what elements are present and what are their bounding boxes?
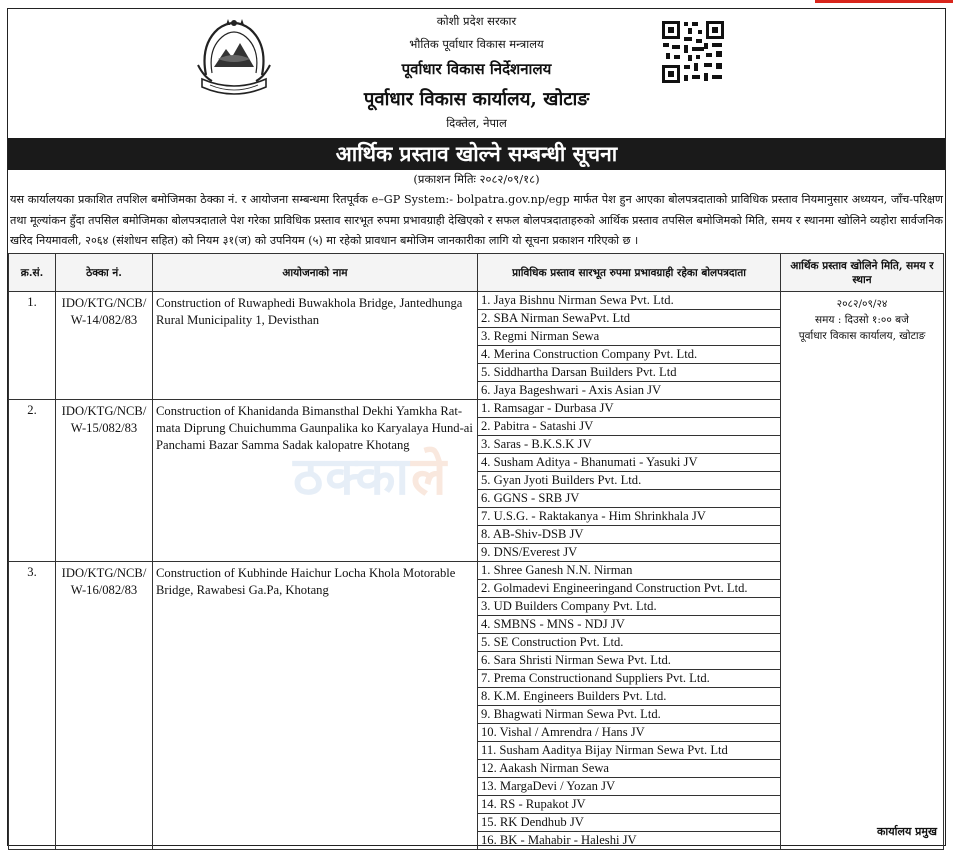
watermark-part-a: ठक्का: [293, 447, 411, 507]
contract-number: IDO/KTG/NCB/ W-16/082/83: [56, 562, 153, 850]
bidder-item: 8. AB-Shiv-DSB JV: [478, 526, 780, 544]
header-line-province: कोशी प्रदेश सरकार: [436, 14, 517, 28]
bidder-item: 9. Bhagwati Nirman Sewa Pvt. Ltd.: [478, 706, 780, 724]
bidder-item: 2. SBA Nirman SewaPvt. Ltd: [478, 310, 780, 328]
project-name: Construction of Khanidanda Bimansthal Dekhi Yamkha Rat-mata Diprung Chuichumma Gaunpalika ko Karyalaya Hund-ai Panchami Bazar Samma Sadak kalopatre Khotang: [153, 400, 478, 562]
bidder-item: 13. MargaDevi / Yozan JV: [478, 778, 780, 796]
bidder-item: 5. Gyan Jyoti Builders Pvt. Ltd.: [478, 472, 780, 490]
col-header-opening: आर्थिक प्रस्ताव खोलिने मिति, समय र स्थान: [781, 254, 944, 292]
bidder-item: 5. SE Construction Pvt. Ltd.: [478, 634, 780, 652]
bidder-item: 8. K.M. Engineers Builders Pvt. Ltd.: [478, 688, 780, 706]
bidder-item: 6. Sara Shristi Nirman Sewa Pvt. Ltd.: [478, 652, 780, 670]
bidder-item: 2. Golmadevi Engineeringand Construction Pvt. Ltd.: [478, 580, 780, 598]
bidder-item: 1. Ramsagar - Durbasa JV: [478, 400, 780, 418]
opening-info: [781, 292, 944, 850]
bidder-item: 7. U.S.G. - Raktakanya - Him Shrinkhala JV: [478, 508, 780, 526]
top-accent-strip: [815, 0, 953, 3]
table-row: [9, 292, 944, 400]
bidder-item: 6. GGNS - SRB JV: [478, 490, 780, 508]
bidder-item: 7. Prema Constructionand Suppliers Pvt. Ltd.: [478, 670, 780, 688]
bidder-item: 3. Regmi Nirman Sewa: [478, 328, 780, 346]
bidder-item: 5. Siddhartha Darsan Builders Pvt. Ltd: [478, 364, 780, 382]
bidder-item: 4. SMBNS - MNS - NDJ JV: [478, 616, 780, 634]
header-line-ministry: भौतिक पूर्वाधार विकास मन्त्रालय: [409, 37, 544, 51]
bidder-item: 16. BK - Mahabir - Haleshi JV: [481, 833, 637, 847]
header-line-directorate: पूर्वाधार विकास निर्देशनालय: [401, 60, 552, 78]
bidder-item: 2. Pabitra - Satashi JV: [478, 418, 780, 436]
opening-time: समय : दिउसो १:०० बजे: [815, 314, 909, 326]
bidder-item: 3. Saras - B.K.S.K JV: [478, 436, 780, 454]
bidder-item: 15. RK Dendhub JV: [478, 814, 780, 832]
opening-date: २०८२/०९/२४: [836, 298, 888, 310]
project-name: Construction of Kubhinde Haichur Locha Khola Motorable Bridge, Rawabesi Ga.Pa, Khotang: [153, 562, 478, 850]
notice-header: [8, 9, 945, 136]
col-header-sn: क्र.सं.: [9, 254, 56, 292]
watermark-part-b: ले: [410, 447, 449, 507]
signature: कार्यालय प्रमुख: [876, 825, 937, 838]
bidder-list: [478, 562, 781, 850]
bidder-item: 4. Merina Construction Company Pvt. Ltd.: [478, 346, 780, 364]
qr-code-icon: [660, 19, 726, 85]
bidder-item: 12. Aakash Nirman Sewa: [478, 760, 780, 778]
project-name: Construction of Ruwaphedi Buwakhola Bridge, Jantedhunga Rural Municipality 1, Devisthan: [153, 292, 478, 400]
contract-number: IDO/KTG/NCB/ W-15/082/83: [56, 400, 153, 562]
intro-paragraph: यस कार्यालयका प्रकाशित तपशिल बमोजिमका ठेक्का नं. र आयोजना सम्बन्धमा रितपूर्वक e–GP System:- bolpatra.gov.np/egp मार्फत पेश हुन आएका बोलपत्रदाताको प्राविधिक प्रस्ताव नियमानुसार अध्ययन, जाँच-परिक्षण तथा मूल्यांकन हुँदा तपसिल बमोजिमका बोलपत्रदाताले पेश गरेका प्राविधिक प्रस्ताव सारभूत रुपमा प्रभावग्राही देखिएको र सफल बोलपत्रदाताहरुको आर्थिक प्रस्ताव तपसिल बमोजिमको मिति, समय र स्थानमा खोलिने व्यहोरा सार्वजनिक खरिद नियमावली, २०६४ (संशोधन सहित) को नियम ३१(ज) को उपनियम (५) मा रहेको प्रावधान बमोजिम जानकारीका लागि यो सूचना प्रकाशन गरिएको छ ।: [10, 193, 943, 247]
header-line-office: पूर्वाधार विकास कार्यालय, खोटाङ: [363, 89, 590, 110]
bidder-item: 11. Susham Aaditya Bijay Nirman Sewa Pvt. Ltd: [478, 742, 780, 760]
serial-number: 3.: [9, 562, 56, 850]
bidder-item: 4. Susham Aditya - Bhanumati - Yasuki JV: [478, 454, 780, 472]
bidder-item: 6. Jaya Bageshwari - Axis Asian JV: [481, 383, 662, 397]
notice-title: आर्थिक प्रस्ताव खोल्ने सम्बन्धी सूचना: [8, 138, 945, 170]
bid-table: [8, 253, 944, 850]
contract-number: IDO/KTG/NCB/ W-14/082/83: [56, 292, 153, 400]
notice-frame: [7, 8, 946, 846]
col-header-project: आयोजनाको नाम: [153, 254, 478, 292]
bidder-list: [478, 400, 781, 562]
header-line-address: दिक्तेल, नेपाल: [446, 116, 507, 130]
opening-place: पूर्वाधार विकास कार्यालय, खोटाङ: [798, 330, 926, 342]
bidder-list: [478, 292, 781, 400]
bidder-item: 1. Jaya Bishnu Nirman Sewa Pvt. Ltd.: [478, 292, 780, 310]
bidder-item: 9. DNS/Everest JV: [481, 545, 578, 559]
serial-number: 2.: [9, 400, 56, 562]
col-header-contract: ठेक्का नं.: [56, 254, 153, 292]
bidder-item: 1. Shree Ganesh N.N. Nirman: [478, 562, 780, 580]
bidder-item: 14. RS - Rupakot JV: [478, 796, 780, 814]
table-header-row: [9, 254, 944, 292]
col-header-bidders: प्राविधिक प्रस्ताव सारभूत रुपमा प्रभावग्राही रहेका बोलपत्रदाता: [478, 254, 781, 292]
publication-date: (प्रकाशन मितिः २०८२/०९/१८): [413, 172, 540, 186]
bidder-item: 10. Vishal / Amrendra / Hans JV: [478, 724, 780, 742]
serial-number: 1.: [9, 292, 56, 400]
bidder-item: 3. UD Builders Company Pvt. Ltd.: [478, 598, 780, 616]
